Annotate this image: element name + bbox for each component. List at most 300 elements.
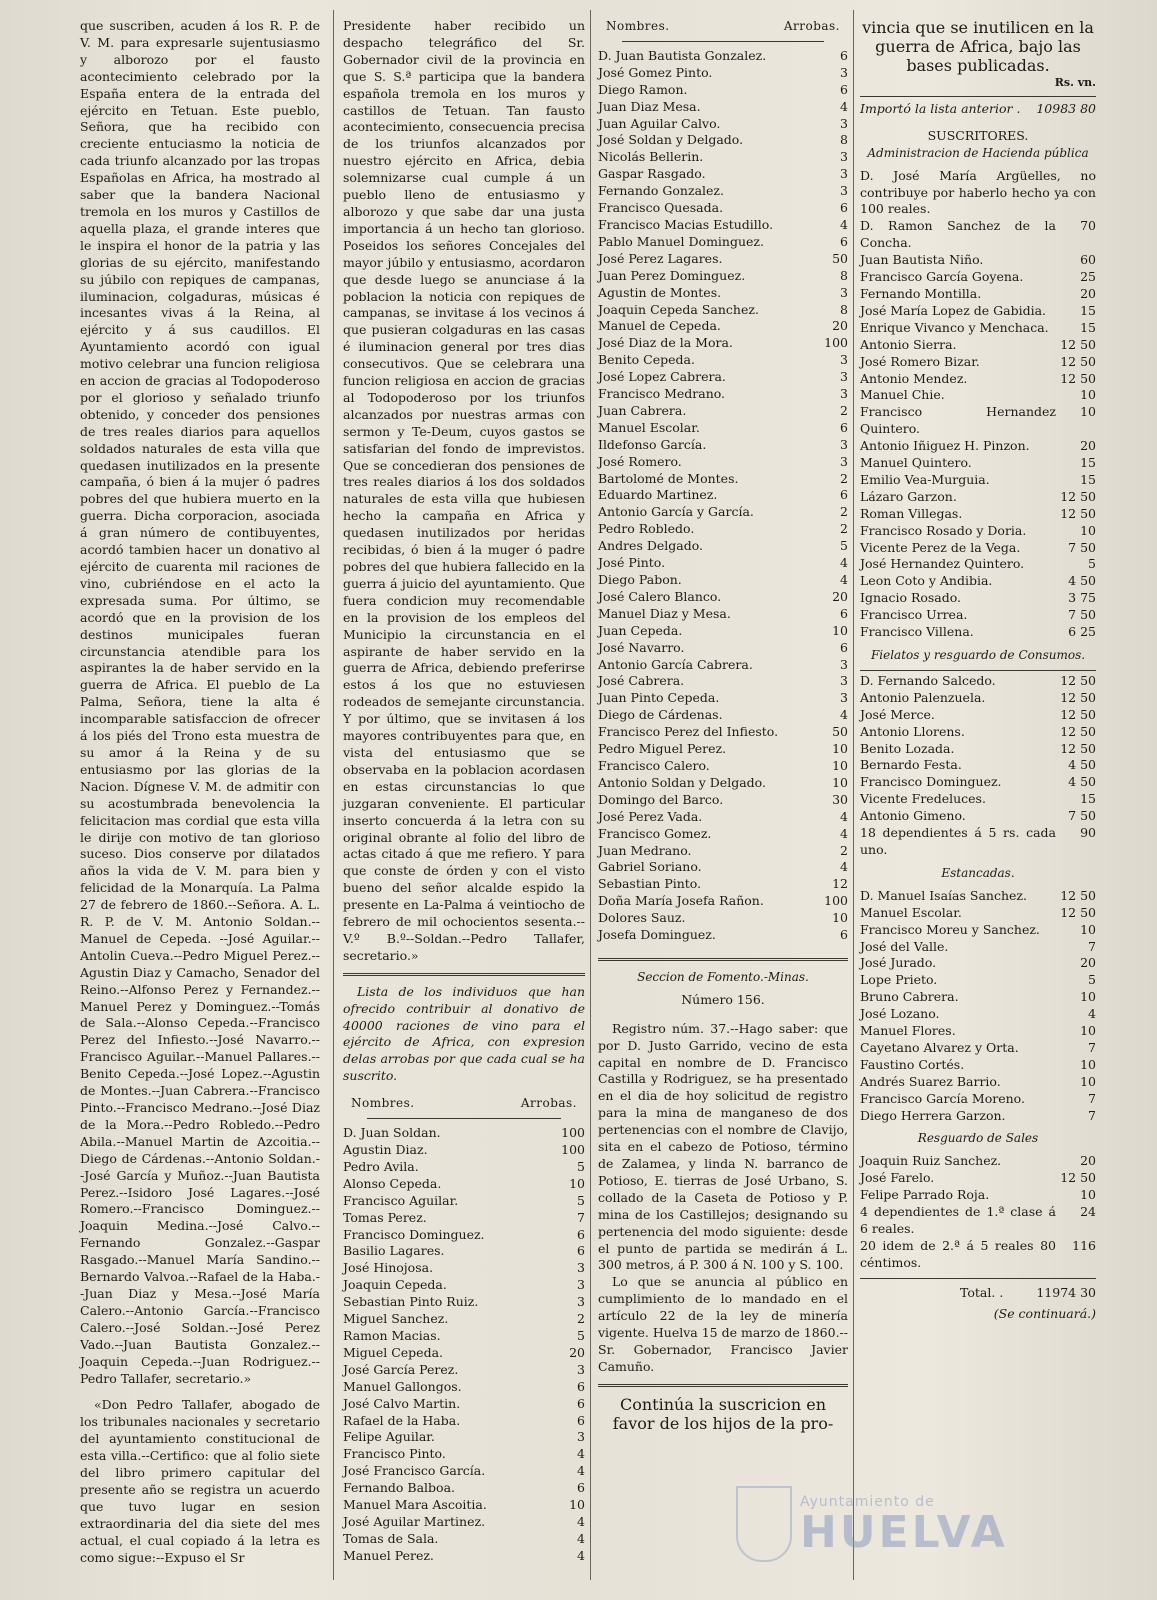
- row-value: 20: [1080, 955, 1096, 971]
- list-row: [343, 1193, 585, 1210]
- minutes-text: Presidente haber recibido un despacho telegráfico del Sr. Gobernador civil de la provincia en que S. S.ª participa que la bandera española tremola en los muros y castillos de Tetuan. Tan fausto acontecimiento, consecuencia precisa de los triunfos alcanzados por nuestro ejército en Africa, debia solemnizarse cual cumple á un pueblo lleno de entusiasmo y alborozo y que sabe dar una justa importancia á un hecho tan glorioso. Poseidos los señores Concejales del mayor júbilo y entusiasmo, acordaron que desde luego se anunciase á la poblacion la noticia con repiques de campanas, se invitase á los vecinos á que pusieran colgaduras en las casas é iluminacion general por tres dias consecutivos. Que se celebrara una funcion religiosa en accion de gracias al Todopoderoso por los triunfos alcanzados por nuestras armas con sermon y Te-Deum, cuyos gastos se satisfarian del fondo de imprevistos. Que se concedieran dos pensiones de tres reales diarios á los dos soldados naturales de esta villa que hubiesen hecho la campaña en Africa y quedasen inutilizados por heridas recibidas, ó bien á la muger ó padre pobres del que hubiera fallecido en la guerra á juicio del ayuntamiento. Que fuera condicion muy recomendable en la provision de los empleos del Municipio la circunstancia en el aspirante de haber servido en la guerra de Africa, debiendo preferirse estos á los que no estuviesen rodeados de semejante circunstancia. Y por último, que se invitasen á los mayores contribuyentes para que, en vista del entusiasmo que se observaba en la poblacion acordasen en estas circunstancias lo que juzgaran conveniente. El particular inserto concuerda á la letra con su original obrante al folio del libro de actas citado á que me refiero. Y para que conste de órden y con el visto bueno del señor alcalde espido la presente en La-Palma á veintiocho de febrero de mil ochocientos sesenta.--V.º B.º--Soldan.--Pedro Tallafer, secretario.»: [343, 18, 585, 963]
- list-row: [598, 724, 848, 741]
- list-row: [598, 555, 848, 572]
- divider: [622, 41, 824, 42]
- row-value: 4: [840, 98, 848, 114]
- list-row: [343, 1362, 585, 1379]
- row-name: Manuel Quintero.: [860, 455, 972, 471]
- row-name: Juan Medrano.: [598, 842, 692, 858]
- row-name: Diego de Cárdenas.: [598, 707, 723, 723]
- row-name: Andrés Suarez Barrio.: [860, 1073, 1001, 1089]
- row-name: José María Lopez de Gabidia.: [860, 302, 1046, 318]
- list-row: [343, 1463, 585, 1480]
- list-row: [860, 269, 1096, 286]
- row-value: 4: [577, 1547, 585, 1563]
- list-row: [598, 132, 848, 149]
- row-name: Antonio Iñiguez H. Pinzon.: [860, 438, 1030, 454]
- row-value: 4: [840, 555, 848, 571]
- row-name: Antonio Mendez.: [860, 370, 968, 386]
- row-value: 10: [1080, 1073, 1096, 1089]
- row-name: José Diaz de la Mora.: [598, 335, 733, 351]
- list-row: [598, 927, 848, 944]
- row-name: Francisco Villena.: [860, 624, 974, 640]
- column-rule: [590, 10, 591, 1580]
- list-header: [343, 1095, 585, 1112]
- list-row: [860, 455, 1096, 472]
- row-value: 15: [1080, 791, 1096, 807]
- row-name: Josefa Dominguez.: [598, 927, 716, 943]
- list-row: [343, 1396, 585, 1413]
- row-name: José Aguilar Martinez.: [343, 1513, 486, 1529]
- list-row: [598, 487, 848, 504]
- row-name: Manuel Escolar.: [860, 904, 962, 920]
- list-row: [598, 910, 848, 927]
- row-name: Rafael de la Haba.: [343, 1412, 461, 1428]
- list-row: [598, 335, 848, 352]
- row-name: Fernando Gonzalez.: [598, 183, 724, 199]
- row-name: Lope Prieto.: [860, 972, 938, 988]
- registro-text: Registro núm. 37.--Hago saber: que por D. Justo Garrido, vecino de esta capital en nombre de D. Francisco Castilla y Rodriguez, se ha presentado en el dia de hoy solicitud de registro para la mina de manganeso de dos pertenencias con el nombre de Clavijo, sita en el cabezo de Potioso, término de Zalamea, y linda N. barranco de Potioso, E. tierras de José Urbano, S. collado de la Caseta de Potioso y P. mina de los Castillejos; designando su pertenencia del modo siguiente: desde el punto de partida se medirán á L. 300 metros, á P. 300 á N. 100 y S. 100.: [598, 1020, 848, 1273]
- row-value: 4: [577, 1446, 585, 1462]
- row-value: 4: [1088, 1006, 1096, 1022]
- row-value: 2: [840, 504, 848, 520]
- list-row: [860, 472, 1096, 489]
- row-name: José Francisco García.: [343, 1463, 486, 1479]
- list-row: [598, 471, 848, 488]
- row-value: 12 50: [1060, 689, 1096, 705]
- row-value: 8: [840, 301, 848, 317]
- list-row: [598, 437, 848, 454]
- row-value: 3: [840, 149, 848, 165]
- row-value: 6: [840, 81, 848, 97]
- total-value: 11974 30: [1036, 1284, 1096, 1300]
- list-row: [343, 1125, 585, 1142]
- list-row: [860, 1238, 1096, 1272]
- row-value: 90: [1080, 825, 1096, 841]
- list-row: [598, 504, 848, 521]
- row-name: Pedro Robledo.: [598, 521, 695, 537]
- row-name: Manuel de Cepeda.: [598, 318, 721, 334]
- row-value: 3: [840, 352, 848, 368]
- list-row: [598, 454, 848, 471]
- row-value: 4: [840, 707, 848, 723]
- row-name: Basilio Lagares.: [343, 1243, 445, 1259]
- row-name: Antonio Gimeno.: [860, 808, 966, 824]
- list-row: [598, 65, 848, 82]
- list-row: [343, 1243, 585, 1260]
- row-value: 10: [832, 774, 848, 790]
- divider: [860, 96, 1096, 97]
- row-name: D. Juan Soldan.: [343, 1125, 441, 1141]
- list-row: [860, 1057, 1096, 1074]
- list-row: [860, 489, 1096, 506]
- row-name: Antonio Sierra.: [860, 336, 957, 352]
- row-value: 6: [577, 1395, 585, 1411]
- row-name: Francisco Macias Estudillo.: [598, 216, 774, 232]
- list-row: [598, 268, 848, 285]
- row-value: 5: [840, 538, 848, 554]
- row-value: 12 50: [1060, 1170, 1096, 1186]
- row-name: Felipe Parrado Roja.: [860, 1187, 990, 1203]
- row-value: 10: [1080, 1187, 1096, 1203]
- row-value: 2: [577, 1311, 585, 1327]
- list-row: [598, 521, 848, 538]
- row-name: Francisco Dominguez.: [343, 1226, 485, 1242]
- list-row: [598, 48, 848, 65]
- list-row: [598, 200, 848, 217]
- row-name: Antonio Palenzuela.: [860, 689, 986, 705]
- row-value: 50: [832, 724, 848, 740]
- row-name: José Lopez Cabrera.: [598, 369, 726, 385]
- row-value: 10: [569, 1497, 585, 1513]
- row-value: 6: [840, 419, 848, 435]
- row-name: José Perez Lagares.: [598, 250, 723, 266]
- list-row: [860, 888, 1096, 905]
- list-row: [860, 955, 1096, 972]
- list-row: [343, 1227, 585, 1244]
- continua-heading: Continúa la suscricion en favor de los hijos de la pro-: [612, 1394, 834, 1433]
- row-value: 20: [832, 318, 848, 334]
- list-row: [343, 1328, 585, 1345]
- list-row: [860, 905, 1096, 922]
- list-row: [343, 1548, 585, 1565]
- list-row: [343, 1514, 585, 1531]
- list-row: [860, 1006, 1096, 1023]
- list-row: [343, 1294, 585, 1311]
- row-name: Vicente Perez de la Vega.: [860, 539, 1021, 555]
- row-name: Juan Cabrera.: [598, 402, 687, 418]
- list-row: [598, 285, 848, 302]
- list-row: [598, 352, 848, 369]
- row-name: Diego Ramon.: [598, 81, 688, 97]
- row-name: Nicolás Bellerin.: [598, 149, 704, 165]
- row-value: 6: [577, 1243, 585, 1259]
- list-row: [860, 590, 1096, 607]
- row-value: 3: [577, 1260, 585, 1276]
- list-row: [860, 1023, 1096, 1040]
- row-value: 5: [577, 1327, 585, 1343]
- row-value: 116: [1072, 1237, 1096, 1253]
- divider: [860, 670, 1096, 671]
- row-name: Pablo Manuel Dominguez.: [598, 233, 764, 249]
- row-name: Doña María Josefa Rañon.: [598, 893, 764, 909]
- list-row: [343, 1531, 585, 1548]
- list-row: [860, 939, 1096, 956]
- row-name: Gaspar Rasgado.: [598, 166, 706, 182]
- row-name: Francisco Dominguez.: [860, 774, 1002, 790]
- row-name: José Hinojosa.: [343, 1260, 434, 1276]
- row-value: 100: [824, 893, 848, 909]
- row-name: Ildefonso García.: [598, 436, 707, 452]
- list-row: [343, 1345, 585, 1362]
- row-name: Francisco Hernandez Quintero.: [860, 404, 1056, 437]
- row-value: 10: [832, 910, 848, 926]
- list-row: [860, 724, 1096, 741]
- row-name: Andres Delgado.: [598, 538, 703, 554]
- row-value: 4: [577, 1463, 585, 1479]
- row-name: José Calero Blanco.: [598, 588, 722, 604]
- list-row: [860, 337, 1096, 354]
- row-value: 6: [577, 1480, 585, 1496]
- list-row: [860, 573, 1096, 590]
- column-4: [860, 18, 1096, 1323]
- suscritores-heading: SUSCRITORES.: [927, 127, 1029, 143]
- row-value: 6: [577, 1412, 585, 1428]
- row-value: 12 50: [1060, 370, 1096, 386]
- row-value: 6: [840, 47, 848, 63]
- row-name: Benito Lozada.: [860, 740, 955, 756]
- row-value: 3: [577, 1277, 585, 1293]
- row-name: Antonio Soldan y Delgado.: [598, 774, 766, 790]
- row-value: 6: [840, 639, 848, 655]
- row-value: 3: [840, 690, 848, 706]
- row-name: Juan Perez Dominguez.: [598, 267, 746, 283]
- row-value: 7: [1088, 1090, 1096, 1106]
- row-name: Benito Cepeda.: [598, 352, 695, 368]
- list-row: [860, 556, 1096, 573]
- row-name: José Merce.: [860, 706, 935, 722]
- row-value: 12 50: [1060, 740, 1096, 756]
- row-value: 7: [577, 1209, 585, 1225]
- row-name: José Pinto.: [598, 555, 666, 571]
- row-value: 3: [840, 453, 848, 469]
- list-row: [598, 183, 848, 200]
- row-name: Eduardo Martinez.: [598, 487, 718, 503]
- row-value: 6: [840, 233, 848, 249]
- row-value: 15: [1080, 471, 1096, 487]
- row-name: Francisco Calero.: [598, 757, 710, 773]
- row-value: 4: [840, 808, 848, 824]
- list-row: [598, 707, 848, 724]
- row-name: Joaquin Cepeda.: [343, 1277, 447, 1293]
- row-value: 8: [840, 132, 848, 148]
- list-row: [343, 1429, 585, 1446]
- list-row: [860, 607, 1096, 624]
- row-name: José García Perez.: [343, 1361, 459, 1377]
- row-value: 4: [840, 572, 848, 587]
- row-name: Pedro Avila.: [343, 1158, 419, 1174]
- row-value: 3: [840, 284, 848, 300]
- list-row: [598, 657, 848, 674]
- row-name: Sebastian Pinto.: [598, 876, 702, 892]
- row-value: 12 50: [1060, 672, 1096, 688]
- huelva-crest-icon: [736, 1486, 792, 1562]
- row-name: Miguel Cepeda.: [343, 1344, 444, 1360]
- donor-list: [343, 1125, 585, 1565]
- list-row: [598, 251, 848, 268]
- list-row: [860, 303, 1096, 320]
- row-name: Manuel Chie.: [860, 387, 945, 403]
- row-value: 15: [1080, 455, 1096, 471]
- list-row: [598, 775, 848, 792]
- row-value: 4: [577, 1513, 585, 1529]
- row-value: 3: [577, 1294, 585, 1310]
- continuara-note: (Se continuará.): [993, 1305, 1096, 1321]
- row-name: Emilio Vea-Murguia.: [860, 471, 990, 487]
- row-name: Dolores Sauz.: [598, 910, 686, 926]
- row-value: 4 50: [1068, 573, 1096, 589]
- row-value: 6: [577, 1378, 585, 1394]
- row-value: 3: [840, 166, 848, 182]
- list-row: [598, 572, 848, 589]
- row-name: José Gomez Pinto.: [598, 64, 713, 80]
- row-name: Manuel Diaz y Mesa.: [598, 605, 731, 621]
- list-row: [860, 320, 1096, 337]
- row-name: Francisco Urrea.: [860, 607, 968, 623]
- importo-label: Importó la lista anterior .: [860, 100, 1021, 116]
- row-value: 5: [577, 1158, 585, 1174]
- row-name: Domingo del Barco.: [598, 791, 724, 807]
- arguelles-note: D. José María Argüelles, no contribuye por haberlo hecho ya con 100 reales.: [860, 167, 1096, 217]
- row-value: 20: [1080, 1153, 1096, 1169]
- list-row: [598, 673, 848, 690]
- importo-row: [860, 101, 1096, 118]
- total-label: Total. .: [960, 1284, 1004, 1300]
- list-row: [860, 757, 1096, 774]
- list-row: [860, 1091, 1096, 1108]
- row-value: 7: [1088, 1107, 1096, 1123]
- row-name: José Romero Bizar.: [860, 353, 980, 369]
- row-name: Francisco Rosado y Doria.: [860, 522, 1027, 538]
- row-value: 2: [840, 470, 848, 486]
- admin-heading: Administracion de Hacienda pública: [867, 145, 1089, 160]
- list-row: [860, 673, 1096, 690]
- row-value: 6 25: [1068, 624, 1096, 640]
- row-value: 20: [832, 588, 848, 604]
- row-value: 3: [840, 386, 848, 402]
- row-value: 5: [1088, 556, 1096, 572]
- row-name: Diego Herrera Garzon.: [860, 1107, 1006, 1123]
- row-name: Gabriel Soriano.: [598, 859, 702, 875]
- row-value: 4 50: [1068, 757, 1096, 773]
- list-intro: Lista de los individuos que han ofrecido contribuir al donativo de 40000 raciones de vino para el ejército de Africa, con expresion delas arrobas por que cada cual se ha suscrito.: [343, 983, 585, 1084]
- row-value: 20: [1080, 438, 1096, 454]
- row-value: 12 50: [1060, 706, 1096, 722]
- list-row: [860, 741, 1096, 758]
- list-row: [860, 371, 1096, 388]
- section-title: Seccion de Fomento.-Minas.: [637, 969, 809, 984]
- row-name: José Farelo.: [860, 1170, 935, 1186]
- row-name: Francisco Moreu y Sanchez.: [860, 921, 1040, 937]
- divider: [598, 958, 848, 961]
- row-value: 10: [1080, 989, 1096, 1005]
- list-row: [860, 624, 1096, 641]
- list-row: [860, 774, 1096, 791]
- row-value: 24: [1080, 1204, 1096, 1220]
- row-value: 12: [832, 876, 848, 892]
- divider: [367, 1118, 561, 1119]
- row-value: 100: [824, 335, 848, 351]
- list-row: [598, 876, 848, 893]
- row-name: Juan Pinto Cepeda.: [598, 690, 720, 706]
- row-name: Manuel Mara Ascoitia.: [343, 1497, 487, 1513]
- row-value: 12 50: [1060, 887, 1096, 903]
- total-row: [860, 1285, 1096, 1302]
- watermark-big: HUELVA: [800, 1507, 1008, 1558]
- row-value: 6: [840, 927, 848, 943]
- list-row: [598, 589, 848, 606]
- row-name: 18 dependientes á 5 rs. cada uno.: [860, 825, 1056, 857]
- row-value: 25: [1080, 269, 1096, 285]
- list-row: [343, 1446, 585, 1463]
- row-name: Manuel Gallongos.: [343, 1378, 462, 1394]
- row-value: 12 50: [1060, 505, 1096, 521]
- row-name: Felipe Aguilar.: [343, 1429, 435, 1445]
- row-name: Manuel Flores.: [860, 1023, 956, 1039]
- list-row: [343, 1277, 585, 1294]
- row-name: José Navarro.: [598, 639, 685, 655]
- row-value: 7 50: [1068, 808, 1096, 824]
- list-row: [860, 1153, 1096, 1170]
- row-name: José Soldan y Delgado.: [598, 132, 744, 148]
- list-row: [860, 1074, 1096, 1091]
- row-value: 50: [832, 250, 848, 266]
- list-row: [860, 1204, 1096, 1238]
- row-value: 2: [840, 521, 848, 537]
- row-name: Leon Coto y Andibia.: [860, 573, 993, 589]
- list-row: [860, 252, 1096, 269]
- list-row: [598, 420, 848, 437]
- row-value: 7: [1088, 1039, 1096, 1055]
- row-value: 3: [840, 64, 848, 80]
- list-row: [343, 1176, 585, 1193]
- list-row: [860, 540, 1096, 557]
- column-3: [598, 18, 848, 1433]
- list-row: [860, 989, 1096, 1006]
- row-value: 3: [577, 1361, 585, 1377]
- list-row: [860, 690, 1096, 707]
- row-name: Lázaro Garzon.: [860, 488, 957, 504]
- row-name: Pedro Miguel Perez.: [598, 741, 727, 757]
- row-name: Francisco Perez del Infiesto.: [598, 724, 779, 740]
- list-row: [343, 1379, 585, 1396]
- row-name: Antonio García y García.: [598, 504, 754, 520]
- certificate-text: «Don Pedro Tallafer, abogado de los tribunales nacionales y secretario del ayuntamiento constitucional de esta villa.--Certifico: que al folio siete del libro primero capitular del presente año se registra un acuerdo que tuvo lugar en sesion extraordinaria del dia siete del mes actual, el cual copiado á la letra es como sigue:--Expuso el Sr: [80, 1397, 320, 1565]
- row-value: 3: [840, 183, 848, 199]
- row-value: 4 50: [1068, 774, 1096, 790]
- row-value: 60: [1080, 252, 1096, 268]
- list-row: [860, 972, 1096, 989]
- row-name: Manuel Perez.: [343, 1547, 434, 1563]
- row-value: 4: [840, 825, 848, 841]
- list-row: [860, 707, 1096, 724]
- list-row: [598, 217, 848, 234]
- row-value: 12 50: [1060, 336, 1096, 352]
- row-name: Faustino Cortés.: [860, 1056, 965, 1072]
- list-row: [343, 1311, 585, 1328]
- row-value: 3: [840, 436, 848, 452]
- list-row: [598, 792, 848, 809]
- list-row: [343, 1413, 585, 1430]
- row-name: Sebastian Pinto Ruiz.: [343, 1294, 479, 1310]
- column-rule: [853, 10, 854, 1580]
- row-value: 10: [832, 622, 848, 638]
- row-name: José Perez Vada.: [598, 808, 703, 824]
- row-name: Ramon Macias.: [343, 1327, 441, 1343]
- row-name: Bruno Cabrera.: [860, 989, 959, 1005]
- row-value: 10: [1080, 404, 1096, 420]
- list-row: [860, 922, 1096, 939]
- list-row: [860, 808, 1096, 825]
- list-row: [343, 1210, 585, 1227]
- subscriber-list: [860, 888, 1096, 1125]
- row-name: Francisco García Moreno.: [860, 1090, 1025, 1106]
- subscriber-list: [860, 252, 1096, 641]
- list-row: [343, 1159, 585, 1176]
- row-name: José del Valle.: [860, 938, 949, 954]
- row-value: 6: [840, 487, 848, 503]
- row-name: Miguel Sanchez.: [343, 1311, 449, 1327]
